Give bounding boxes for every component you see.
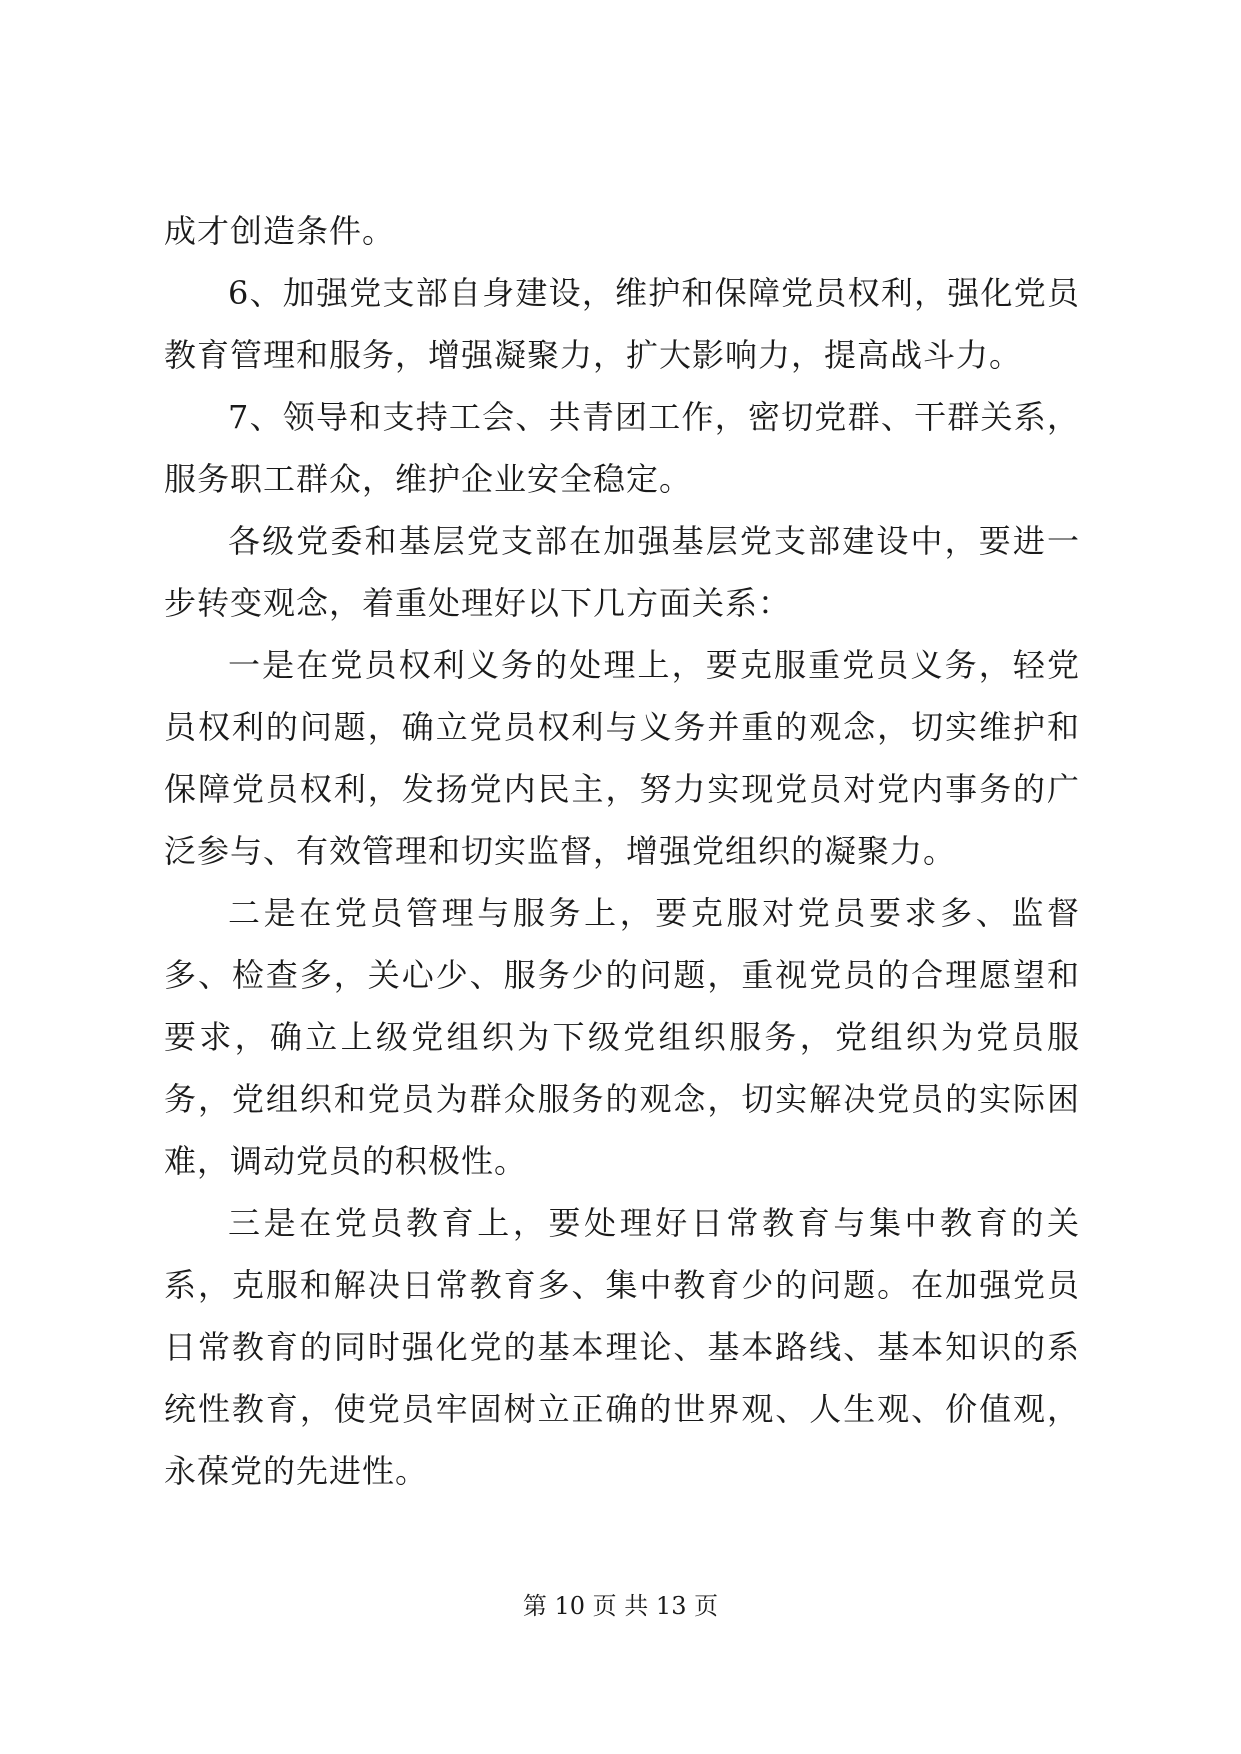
paragraph-point-two: 二是在党员管理与服务上，要克服对党员要求多、监督多、检查多，关心少、服务少的问题，重视党员的合理愿望和要求，确立上级党组织为下级党组织服务，党组织为党员服务，党组织和党员为群众服务的观念，切实解决党员的实际困难，调动党员的积极性。 (164, 894, 1080, 1180)
page-number-footer: 第 10 页 共 13 页 (522, 1592, 719, 1620)
paragraph-item-7: 7、领导和支持工会、共青团工作，密切党群、干群关系，服务职工群众，维护企业安全稳定。 (164, 398, 1080, 498)
paragraph-intro-relations: 各级党委和基层党支部在加强基层党支部建设中，要进一步转变观念，着重处理好以下几方面关系： (164, 522, 1080, 622)
paragraph-item-6: 6、加强党支部自身建设，维护和保障党员权利，强化党员教育管理和服务，增强凝聚力，扩大影响力，提高战斗力。 (164, 274, 1080, 374)
paragraph-point-three: 三是在党员教育上，要处理好日常教育与集中教育的关系，克服和解决日常教育多、集中教育少的问题。在加强党员日常教育的同时强化党的基本理论、基本路线、基本知识的系统性教育，使党员牢固树立正确的世界观、人生观、价值观，永葆党的先进性。 (164, 1204, 1080, 1490)
paragraph-point-one: 一是在党员权利义务的处理上，要克服重党员义务，轻党员权利的问题，确立党员权利与义务并重的观念，切实维护和保障党员权利，发扬党内民主，努力实现党员对党内事务的广泛参与、有效管理和切实监督，增强党组织的凝聚力。 (164, 646, 1080, 870)
paragraph-continuation: 成才创造条件。 (164, 212, 396, 250)
document-body (164, 200, 1080, 1502)
